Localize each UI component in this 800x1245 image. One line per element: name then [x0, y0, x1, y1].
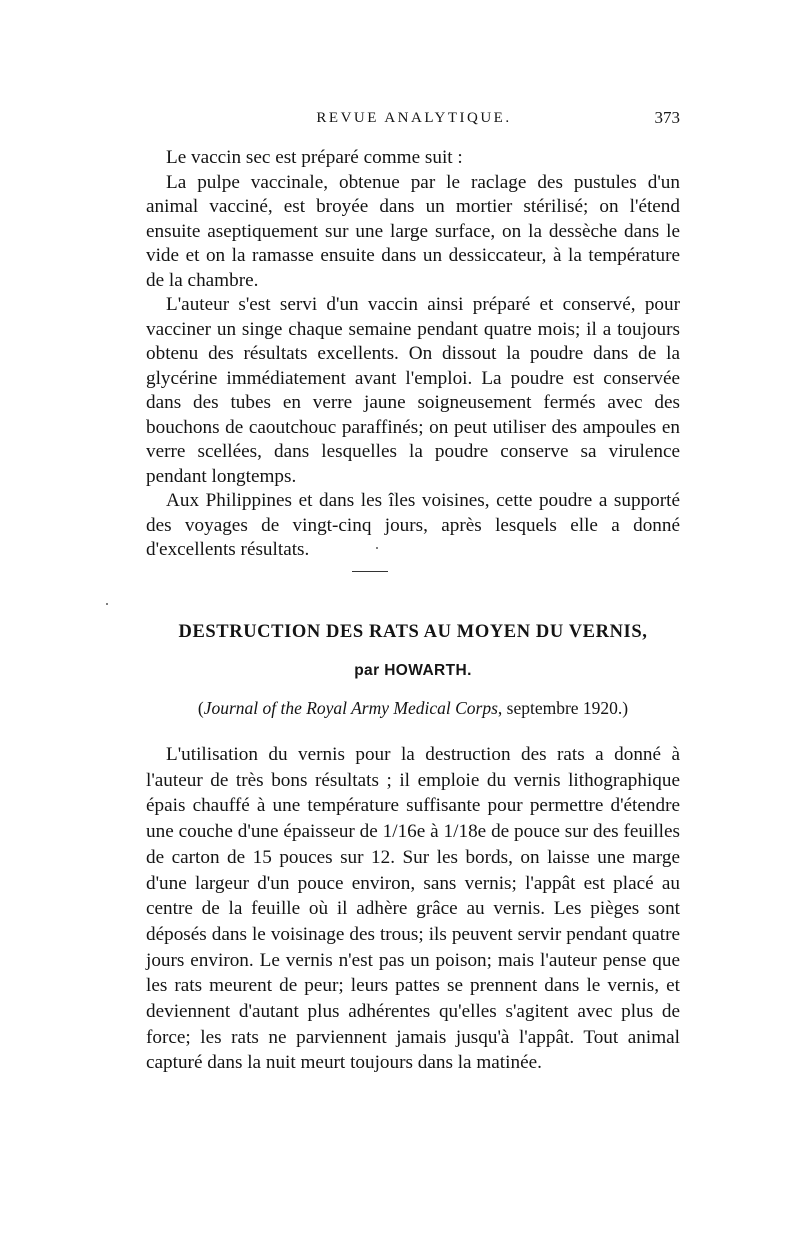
author-byline: par HOWARTH. [354, 662, 472, 679]
running-title: REVUE ANALYTIQUE. [316, 110, 512, 126]
article-vaccine-text [146, 146, 680, 563]
print-speck [106, 603, 108, 605]
article-rats-text [146, 742, 680, 1076]
source-open-paren: ( [197, 698, 204, 718]
section-title: DESTRUCTION DES RATS AU MOYEN DU VERNIS, [178, 622, 648, 642]
running-head [148, 104, 680, 132]
source-date: , septembre 1920.) [497, 698, 629, 718]
paragraph: La pulpe vaccinale, obtenue par le raclage des pustules d'un animal vacciné, est broyée dans un mortier stérilisé; on l'étend ensuite aseptiquement sur une large surface, on la dessèche dans le vide et on la ramasse ensuite dans un dessiccateur, à la température de la chambre. [146, 171, 680, 291]
page-number: 373 [654, 108, 680, 127]
print-speck [376, 547, 378, 549]
source-citation [146, 698, 680, 719]
journal-name: Journal of the Royal Army Medical Corps [203, 698, 498, 718]
paragraph: Aux Philippines et dans les îles voisines, cette poudre a supporté des voyages de vingt-cinq jours, après lesquels elle a donné d'excellents résultats. [146, 490, 680, 560]
section-separator [352, 571, 388, 572]
paragraph: L'auteur s'est servi d'un vaccin ainsi préparé et conservé, pour vacciner un singe chaque semaine pendant quatre mois; il a toujours obtenu des résultats excellents. On dissout la poudre dans de la glycérine immédiatement avant l'emploi. La poudre est conservée dans des tubes en verre jaune soigneusement fermés avec des bouchons de caoutchouc paraffinés; on peut utiliser des ampoules en verre scellées, dans lesquelles la poudre conserve sa virulence pendant longtemps. [146, 294, 680, 487]
paragraph: Le vaccin sec est préparé comme suit : [166, 147, 463, 168]
paragraph: L'utilisation du vernis pour la destruction des rats a donné à l'auteur de très bons résultats ; il emploie du vernis lithographique épais chauffé à une température suffisante pour permettre d'étendre une couche d'une épaisseur de 1/16e à 1/18e de pouce sur des feuilles de carton de 15 pouces sur 12. Sur les bords, on laisse une marge d'une largeur d'un pouce environ, sans vernis; l'appât est placé au centre de la feuille où il adhère grâce au vernis. Les pièges sont déposés dans le voisinage des trous; ils peuvent servir pendant quatre jours environ. Le vernis n'est pas un poison; mais l'auteur pense que les rats meurent de peur; leurs pattes se prennent dans le vernis, et deviennent d'autant plus adhérentes qu'elles s'agitent avec plus de force; les rats ne parviennent jamais jusqu'à l'appât. Tout animal capturé dans la nuit meurt toujours dans la matinée. [146, 744, 680, 1074]
